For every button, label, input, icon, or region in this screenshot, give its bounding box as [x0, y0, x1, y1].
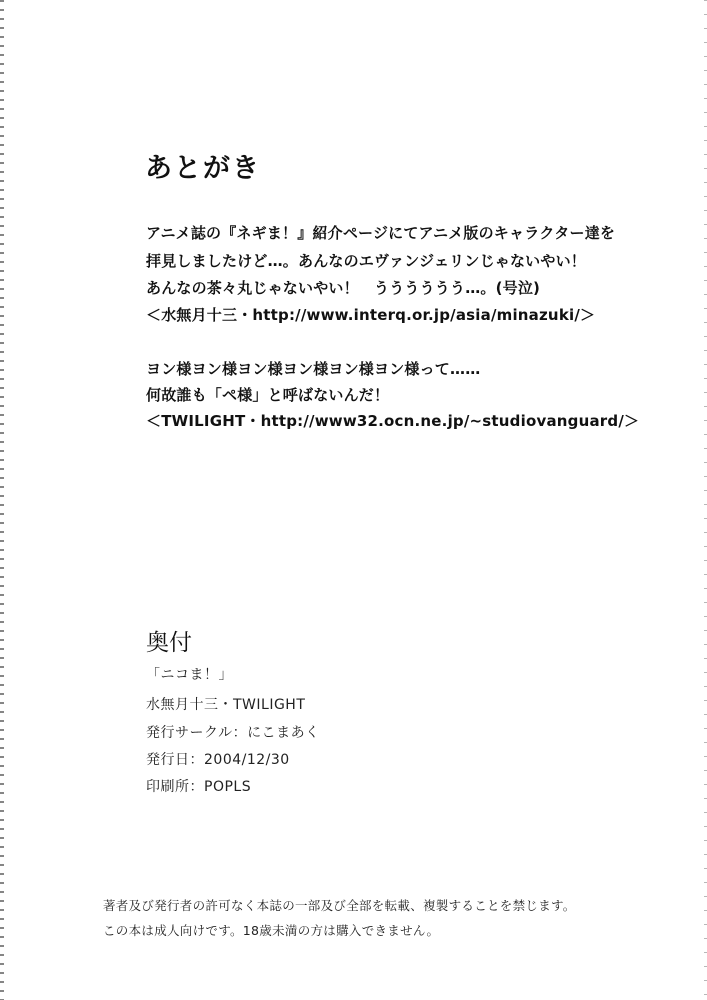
minazuki-url-line: ＜水無月十三・http://www.interq.or.jp/asia/minazuki/＞	[146, 306, 596, 324]
page-left-edge	[0, 0, 4, 1000]
afterword-title: あとがき	[145, 153, 261, 184]
afterword-line-5: ヨン様ヨン様ヨン様ヨン様ヨン様ヨン様って……	[146, 360, 481, 378]
afterword-line-6: 何故誰も「ペ様」と呼ばないんだ！	[146, 386, 390, 404]
adult-notice: この本は成人向けです。18歳未満の方は購入できません。	[103, 923, 440, 938]
twilight-url-line: ＜TWILIGHT・http://www32.ocn.ne.jp/~studiovanguard/＞	[146, 412, 640, 430]
afterword-line-3: あんなの茶々丸じゃないやい！ うううううう…。(号泣)	[146, 279, 541, 297]
authors: 水無月十三・TWILIGHT	[146, 697, 306, 713]
afterword-line-1: アニメ誌の『ネギま！』紹介ページにてアニメ版のキャラクター達を	[146, 224, 616, 242]
publish-date: 発行日：2004/12/30	[146, 752, 290, 768]
publishing-circle: 発行サークル：にこまあく	[146, 725, 320, 741]
afterword-line-2: 拝見しましたけど…。あんなのエヴァンジェリンじゃないやい！	[146, 252, 586, 270]
book-title: 「ニコま！」	[146, 667, 233, 683]
printer: 印刷所：POPLS	[146, 779, 252, 795]
colophon-title: 奥付	[146, 630, 192, 656]
copyright-notice: 著者及び発行者の許可なく本誌の一部及び全部を転載、複製することを禁じます。	[103, 898, 576, 913]
